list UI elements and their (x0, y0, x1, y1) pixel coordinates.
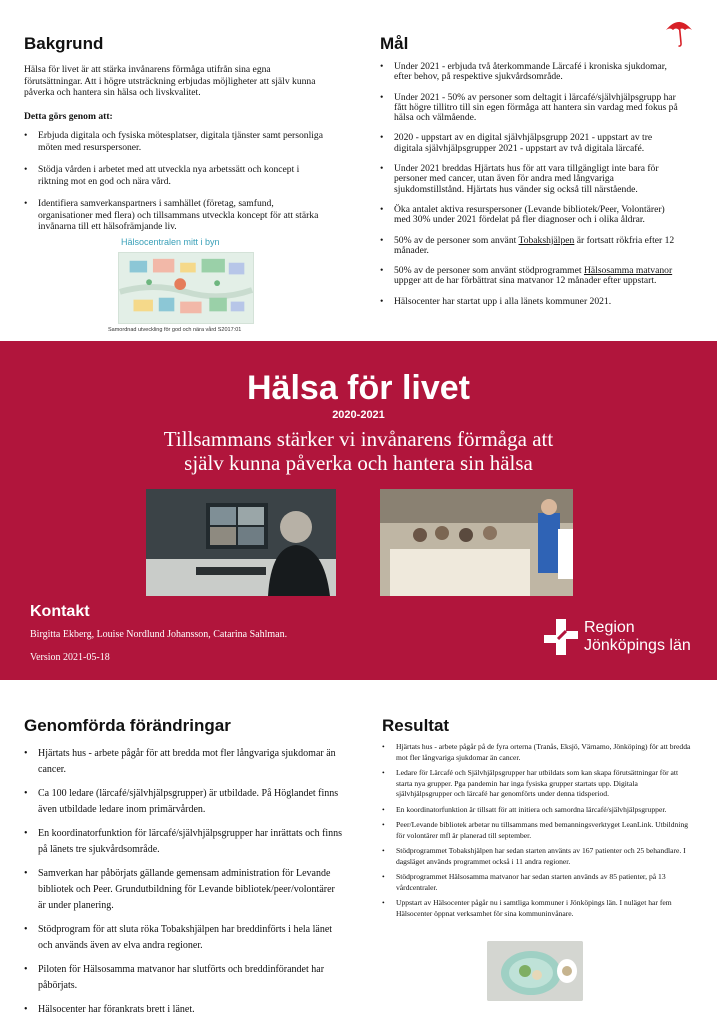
list-item: • Stödprogram för att sluta röka Tobakshjälpen har breddinförts i hela länet och används även av elva andra regioner. (24, 922, 344, 954)
list-item: • Uppstart av Hälsocenter pågår nu i samtliga kommuner i Jönköpings län. I nuläget har fem Hälsocenter öppnat verksamhet för sina kommuninvånare. (382, 898, 692, 919)
bakgrund-list (24, 130, 324, 233)
halsocentralen-illustration (118, 252, 254, 324)
list-item: • Piloten för Hälsosamma matvanor har slutförts och breddinförandet har påbörjats. (24, 962, 344, 994)
list-item: • Öka antalet aktiva resurspersoner (Levande bibliotek/Peer, Volontärer) med 30% under 2021 fördelat på fler diagnoser och i olika åldrar. (380, 205, 680, 226)
list-item: • Peer/Levande bibliotek arbetar nu tillsammans med bemanningsverktyget LeanLink. Utbildning för volontärer mfl är planerad till september. (382, 820, 692, 841)
mal-heading: Mål (380, 34, 409, 53)
genomforda-heading: Genomförda förändringar (24, 716, 231, 735)
group-meeting-photo (380, 489, 573, 596)
mal-item-text: är fortsatt rökfria efter 12 månader. (394, 234, 675, 256)
contact-names: Birgitta Ekberg, Louise Nordlund Johansson, Catarina Sahlman. (30, 629, 288, 640)
tagline-line-2: själv kunna påverka och hantera sin hälsa (184, 451, 533, 475)
tobakshjalpen-link[interactable]: Tobakshjälpen (518, 234, 575, 246)
list-item: • Ca 100 ledare (lärcafé/självhjälpsgrupper) är utbildade. På Höglandet finns även utbildade ledare inom primärvården. (24, 786, 344, 818)
bakgrund-section (24, 34, 324, 244)
tagline (0, 427, 717, 475)
list-item: • Samverkan har påbörjats gällande gemensam administration för Levande bibliotek och Peer. Grundutbildning för Levande bibliotek/peer/volontärer är under planering. (24, 866, 344, 914)
list-item: • Erbjuda digitala och fysiska mötesplatser, digitala tjänster samt personliga möten med resurspersoner. (24, 130, 324, 153)
mal-item-text: 50% av de personer som använt (394, 234, 519, 246)
list-item: • Hälsocenter har förankrats brett i länet. (24, 1002, 344, 1018)
resultat-list (382, 742, 692, 919)
bakgrund-heading: Bakgrund (24, 34, 104, 53)
tagline-line-1: Tillsammans stärker vi invånarens förmåga att (163, 427, 554, 451)
food-plate-photo (487, 941, 583, 1001)
region-jonkoping-logo (544, 619, 694, 659)
list-item: • Stödprogrammet Hälsosamma matvanor har sedan starten används av 85 patienter, på 13 vårdcentraler. (382, 872, 692, 893)
list-item (380, 236, 680, 257)
halsocentralen-image-title: Hälsocentralen mitt i byn (121, 237, 220, 247)
resultat-section (382, 716, 692, 924)
list-item: • Hälsocenter har startat upp i alla länets kommuner 2021. (380, 297, 680, 307)
halsosamma-matvanor-link[interactable]: Hälsosamma matvanor (583, 265, 673, 277)
list-item: • Hjärtats hus - arbete pågår på de fyra orterna (Tranås, Eksjö, Värnamo, Jönköping) för att bredda mot fler långvariga sjukdomar än cancer. (382, 742, 692, 763)
resultat-heading: Resultat (382, 716, 450, 735)
bakgrund-intro: Hälsa för livet är att stärka invånarens förmåga utifrån sina egna förutsättningar. Att i högre utsträckning erbjudas möjligheter att själv kunna påverka och hantera sin hälsa och livskvalitet. (24, 64, 316, 98)
mal-item-text: uppger att de har förbättrat sina matvanor 12 månader efter uppstart. (394, 275, 657, 287)
bakgrund-subheading: Detta görs genom att: (24, 110, 113, 122)
genomforda-section (24, 716, 344, 1024)
version-label: Version 2021-05-18 (30, 652, 110, 663)
list-item (380, 266, 680, 287)
list-item: • Stödprogrammet Tobakshjälpen har sedan starten använts av 167 patienter och 25 behandlare. I dagsläget används programmet också i 11 andra regioner. (382, 846, 692, 867)
mal-list (380, 62, 680, 307)
list-item: • Stödja vården i arbetet med att utveckla nya arbetssätt och koncept i riktning mot en god och nära vård. (24, 164, 324, 187)
list-item: • Under 2021 - erbjuda två återkommande Lärcafé i kroniska sjukdomar, efter behov, på respektive sjukvårdsområde. (380, 62, 680, 83)
video-meeting-photo (146, 489, 336, 596)
mal-item-text: 50% av de personer som använt stödprogrammet (394, 265, 584, 277)
genomforda-list (24, 746, 344, 1018)
region-cross-icon (544, 619, 578, 655)
list-item: • En koordinatorfunktion för lärcafé/självhjälpsgrupper har inrättats och finns på länets tre sjukvårdsområde. (24, 826, 344, 858)
mal-section (380, 34, 680, 317)
list-item: • Under 2021 breddas Hjärtats hus för att vara tillgängligt inte bara för personer med cancer, utan även för andra med långvariga sjukdomstillstånd. Hjärtats hus vänder sig också till närstående. (380, 164, 680, 195)
list-item: • En koordinatorfunktion är tillsatt för att initiera och samordna lärcafé/självhjälpsgrupper. (382, 805, 692, 816)
list-item: • Under 2021 - 50% av personer som deltagit i lärcafé/självhjälpsgrupp har fått högre tillitro till sin egen förmåga att hantera sin vardag med fokus på hälsa och välmående. (380, 93, 680, 124)
page-title: Hälsa för livet (247, 369, 470, 407)
hero-band (0, 341, 717, 680)
list-item: • Ledare för Lärcafé och Självhjälpsgrupper har utbildats som kan skapa förutsättningar för att starta nya grupper. Pga pandemin har inga fysiska grupper startats upp. Digitala självhjälpsgrupper och lärcafé har genomförts under denna tidsperiod. (382, 768, 692, 800)
list-item: • 2020 - uppstart av en digital självhjälpsgrupp 2021 - uppstart av tre digitala självhjälpsgrupper 2021 - uppstart av två digitala lärcafé. (380, 133, 680, 154)
list-item: • Identifiera samverkanspartners i samhället (företag, samfund, organisationer med flera) och tillsammans utveckla koncept för att stärka invånarna till ett hälsofrämjande liv. (24, 198, 324, 233)
region-name-line-1: Region (584, 619, 635, 636)
region-name-line-2: Jönköpings län (584, 637, 691, 654)
contact-heading: Kontakt (30, 603, 90, 620)
halsocentralen-image-caption: Samordnad utveckling för god och nära vård S2017:01 (108, 327, 242, 333)
years-label: 2020-2021 (332, 409, 385, 421)
list-item: • Hjärtats hus - arbete pågår för att bredda mot fler långvariga sjukdomar än cancer. (24, 746, 344, 778)
